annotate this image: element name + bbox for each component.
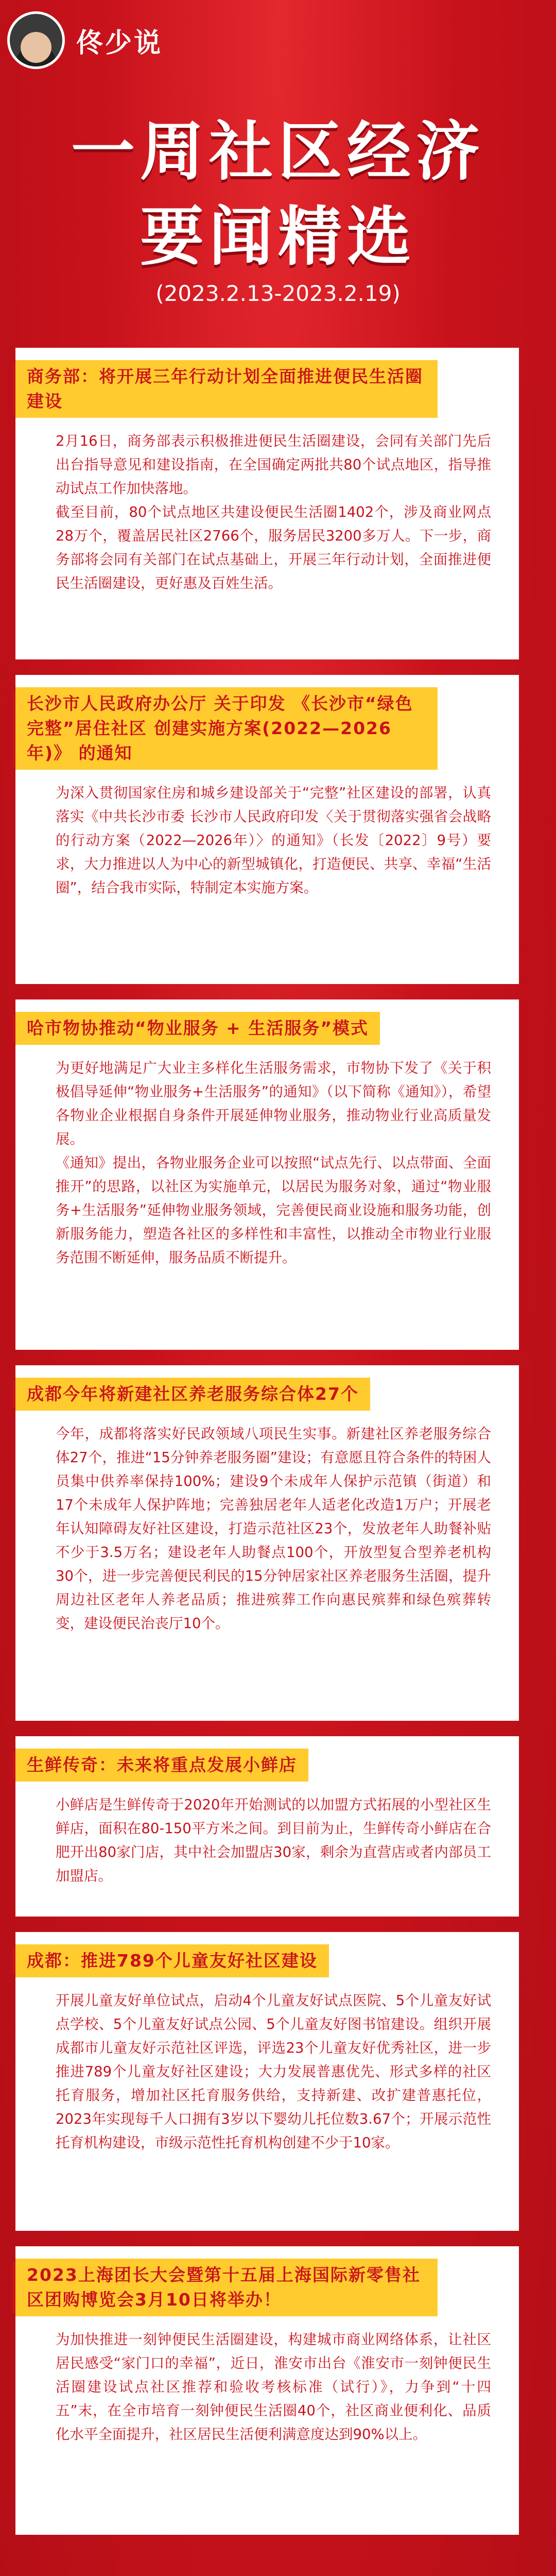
news-card-body [15,2316,519,2462]
avatar[interactable] [7,11,65,69]
news-paragraph: 2月16日，商务部表示积极推进便民生活圈建设，会同有关部门先后出台指导意见和建设指南，在全国确定两批共80个试点地区，指导推动试点工作加快落地。 [56,433,491,497]
news-card-title[interactable]: 哈市物协推动“物业服务 + 生活服务”模式 [15,1012,380,1045]
news-card-body [15,1782,519,1903]
news-card-body [15,418,519,611]
news-paragraph: 截至目前，80个试点地区共建设便民生活圈1402个，涉及商业网点28万个，覆盖居民社区2766个，服务居民3200多万人。下一步，商务部将会同有关部门在试点基础上，开展三年行动计划，全面推进便民生活圈建设，更好惠及百姓生活。 [56,504,491,591]
news-card-title[interactable]: 商务部：将开展三年行动计划全面推进便民生活圈建设 [15,360,438,418]
news-card-3 [15,999,519,1350]
news-paragraph: 为更好地满足广大业主多样化生活服务需求，市物协下发了《关于积极倡导延伸“物业服务+生活服务”的通知》（以下简称《通知》），希望各物业企业根据自身条件开展延伸物业服务，推动物业行业高质量发展。 [56,1060,491,1147]
news-card-title[interactable]: 成都今年将新建社区养老服务综合体27个 [15,1378,370,1411]
news-paragraph: 为加快推进一刻钟便民生活圈建设，构建城市商业网络体系，让社区居民感受“家门口的幸福”，近日，淮安市出台《淮安市一刻钟便民生活圈建设试点社区推荐和验收考核标准（试行）》，力争到“十四五”末，在全市培育一刻钟便民生活圈40个，社区商业便利化、品质化水平全面提升，社区居民生活便利满意度达到90%以上。 [56,2331,491,2443]
news-paragraph: 为深入贯彻国家住房和城乡建设部关于“完整”社区建设的部署，认真落实《中共长沙市委 长沙市人民政府印发〈关于贯彻落实强省会战略的行动方案（2022—2026年）〉的通知》（长发〔2022〕9号）要求，大力推进以人为中心的新型城镇化，打造便民、共享、幸福“生活圈”，结合我市实际，特制定本实施方案。 [56,785,491,896]
news-card-body [15,1045,519,1285]
news-card-4 [15,1365,519,1721]
news-card-title[interactable]: 生鲜传奇：未来将重点发展小鲜店 [15,1749,308,1782]
news-paragraph: 小鲜店是生鲜传奇于2020年开始测试的以加盟方式拓展的小型社区生鲜店，面积在80-150平方米之间。到目前为止，生鲜传奇小鲜店在合肥开出80家门店，其中社会加盟店30家，剩余为直营店或者内部员工加盟店。 [56,1797,491,1884]
news-paragraph: 今年，成都将落实好民政领域八项民生实事。新建社区养老服务综合体27个，推进“15分钟养老服务圈”建设；有意愿且符合条件的特困人员集中供养率保持100%；建设9个未成年人保护示范镇（街道）和17个未成年人保护阵地；完善独居老年人适老化改造1万户；开展老年认知障碍友好社区建设，打造示范社区23个，发放老年人助餐补贴不少于3.5万名；建设老年人助餐点100个，开放型复合型养老机构30个，进一步完善便民利民的15分钟居家社区养老服务生活圈，提升周边社区老年人养老品质；推进殡葬工作向惠民殡葬和绿色殡葬转变，建设便民治丧厅10个。 [56,1426,491,1632]
news-card-6 [15,1932,519,2231]
news-card-body [15,770,519,915]
news-card-7 [15,2246,519,2535]
date-range: (2023.2.13-2023.2.19) [155,281,401,306]
news-card-body [15,1977,519,2170]
brand-header [7,11,163,69]
news-paragraph: 《通知》提出，各物业服务企业可以按照“试点先行、以点带面、全面推开”的思路，以社区为实施单元，以居民为服务对象，通过“物业服务+生活服务”延伸物业服务领域，完善便民商业设施和服务功能，创新服务能力，塑造各社区的多样性和丰富性，以推动全市物业行业服务范围不断延伸，服务品质不断提升。 [56,1155,491,1266]
brand-name: 佟少说 [76,27,163,59]
page-title-line2: 要闻精选 [140,200,416,274]
page-title-line1: 一周社区经济 [71,115,485,189]
news-card-2 [15,675,519,984]
news-card-body [15,1411,519,1651]
news-card-title[interactable]: 成都：推进789个儿童友好社区建设 [15,1944,329,1977]
news-card-5 [15,1736,519,1917]
news-paragraph: 开展儿童友好单位试点，启动4个儿童友好试点医院、5个儿童友好试点学校、5个儿童友好试点公园、5个儿童友好图书馆建设。组织开展成都市儿童友好示范社区评选，评选23个儿童友好优秀社区，进一步推进789个儿童友好社区建设；大力发展普惠优先、形式多样的社区托育服务，增加社区托育服务供给，支持新建、改扩建普惠托位，2023年实现每千人口拥有3岁以下婴幼儿托位数3.67个；开展示范性托育机构建设，市级示范性托育机构创建不少于10家。 [56,1992,491,2151]
news-card-title[interactable]: 2023上海团长大会暨第十五届上海国际新零售社区团购博览会3月10日将举办！ [15,2259,438,2316]
news-card-title[interactable]: 长沙市人民政府办公厅 关于印发 《长沙市“绿色完整”居住社区 创建实施方案(2022—2026年)》 的通知 [15,687,438,770]
news-card-1 [15,348,519,659]
